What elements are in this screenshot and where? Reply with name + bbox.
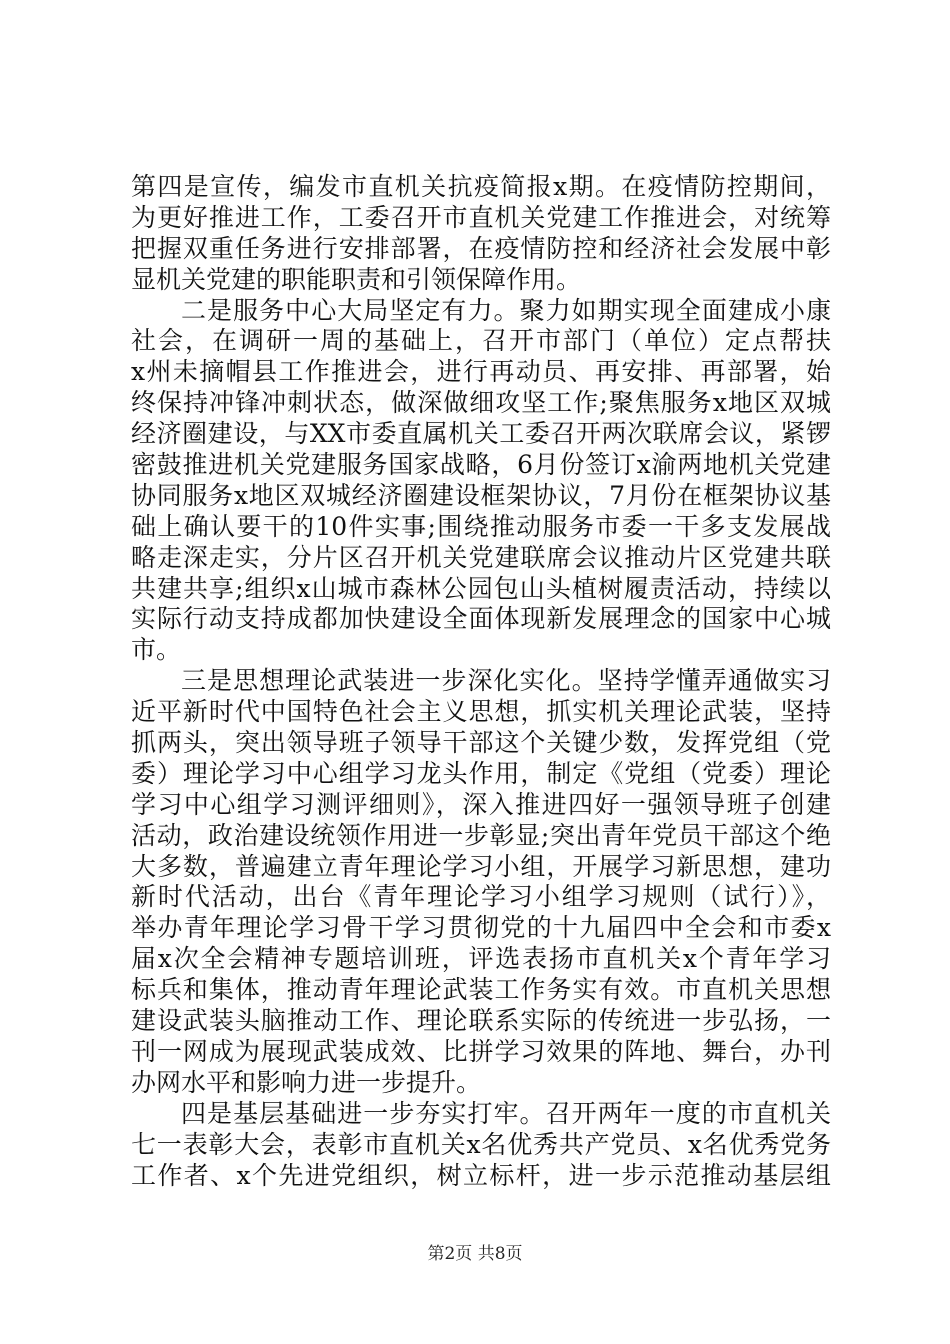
text-line: 显机关党建的职能职责和引领保障作用。 [131, 264, 582, 294]
text-line: 略走深走实，分片区召开机关党建联席会议推动片区党建共联 [131, 542, 831, 572]
paragraph-first-line: 三是思想理论武装进一步深化实化。坚持学懂弄通做实习 [181, 666, 831, 696]
text-line: 协同服务x地区双城经济圈建设框架协议，7月份在框架协议基 [131, 480, 831, 510]
text-line: 终保持冲锋冲刺状态，做深做细攻坚工作;聚焦服务x地区双城 [131, 388, 831, 418]
text-line: 届x次全会精神专题培训班，评选表扬市直机关x个青年学习 [131, 944, 831, 974]
text-line: 第四是宣传，编发市直机关抗疫简报x期。在疫情防控期间， [131, 172, 831, 201]
text-line: 实际行动支持成都加快建设全面体现新发展理念的国家中心城 [131, 604, 831, 634]
paragraph-first-line: 二是服务中心大局坚定有力。聚力如期实现全面建成小康 [181, 295, 831, 325]
text-line: 活动，政治建设统领作用进一步彰显;突出青年党员干部这个绝 [131, 820, 831, 850]
text-line: 建设武装头脑推动工作、理论联系实际的传统进一步弘扬，一 [131, 1006, 831, 1036]
text-line: 学习中心组学习测评细则》，深入推进四好一强领导班子创建 [131, 789, 831, 819]
text-line: 工作者、x个先进党组织，树立标杆，进一步示范推动基层组 [131, 1160, 831, 1190]
text-line: 市。 [131, 635, 182, 665]
text-line: 共建共享;组织x山城市森林公园包山头植树履责活动，持续以 [131, 573, 831, 603]
text-line: 委）理论学习中心组学习龙头作用，制定《党组（党委）理论 [131, 758, 831, 788]
text-line: 办网水平和影响力进一步提升。 [131, 1067, 482, 1097]
page-number-footer: 第2页 共8页 [427, 1244, 523, 1264]
text-line: 密鼓推进机关党建服务国家战略，6月份签订x渝两地机关党建 [131, 450, 831, 480]
text-line: 抓两头，突出领导班子领导干部这个关键少数，发挥党组（党 [131, 728, 831, 758]
document-body [131, 172, 831, 1191]
text-line: 把握双重任务进行安排部署，在疫情防控和经济社会发展中彰 [131, 233, 831, 263]
text-line: 七一表彰大会，表彰市直机关x名优秀共产党员、x名优秀党务 [131, 1129, 831, 1159]
text-line: 举办青年理论学习骨干学习贯彻党的十九届四中全会和市委x [131, 913, 831, 943]
paragraph-first-line: 四是基层基础进一步夯实打牢。召开两年一度的市直机关 [181, 1098, 831, 1128]
text-line: 经济圈建设，与XX市委直属机关工委召开两次联席会议，紧锣 [131, 419, 831, 449]
text-line: 刊一网成为展现武装成效、比拼学习效果的阵地、舞台，办刊 [131, 1036, 831, 1066]
text-line: x州未摘帽县工作推进会，进行再动员、再安排、再部署，始 [131, 357, 831, 387]
text-line: 为更好推进工作，工委召开市直机关党建工作推进会，对统筹 [131, 202, 831, 232]
text-line: 础上确认要干的10件实事;围绕推动服务市委一干多支发展战 [131, 511, 831, 541]
text-line: 近平新时代中国特色社会主义思想，抓实机关理论武装，坚持 [131, 697, 831, 727]
text-line: 社会，在调研一周的基础上，召开市部门（单位）定点帮扶 [131, 326, 831, 356]
text-line: 新时代活动，出台《青年理论学习小组学习规则（试行）》， [131, 882, 831, 912]
text-line: 标兵和集体，推动青年理论武装工作务实有效。市直机关思想 [131, 975, 831, 1005]
text-line: 大多数，普遍建立青年理论学习小组，开展学习新思想，建功 [131, 851, 831, 881]
